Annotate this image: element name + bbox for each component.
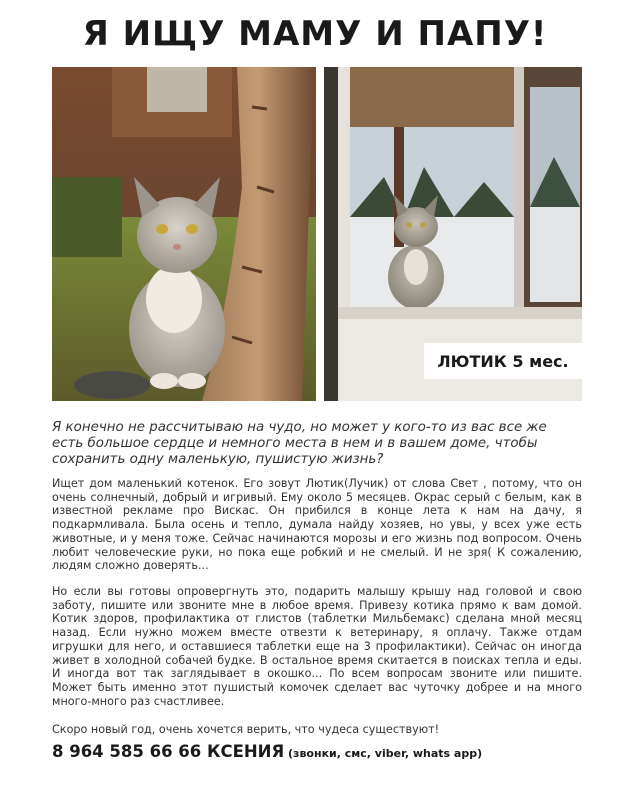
contact-line [52,742,612,761]
kitten-sitting-by-tree-photo-icon [52,67,316,401]
kitten-tree-photo [52,67,316,401]
closing-paragraph: Скоро новый год, очень хочется верить, что чудеса существуют! [52,723,440,736]
intro-text: Я конечно не рассчитываю на чудо, но может у кого-то из вас все же есть большое сердце и немного места в нем и в вашем доме, чтобы сохранить одну маленькую, пушистую жизнь? [52,420,547,467]
contact-note: (звонки, смс, viber, whats app) [284,747,483,760]
description-paragraph-1: Ищет дом маленький котенок. Его зовут Лютик(Лучик) от слова Свет , потому, что он очень солнечный, добрый и игривый. Ему около 5 месяцев. Окрас серый с белым, как в известной рекламе про Вискас. Он прибился в конце лета к нам на дачу, я подкармливала. Была осень и тепло, думала найду хозяев, но увы, у всех уже есть животные, и у меня тоже. Сейчас начинаются морозы и его жизнь под вопросом. Очень любит человеческие руки, но пока еще робкий и не смелый. И не зря( К сожалению, людям сложно доверять... [52,477,582,573]
kitten-name-badge: ЛЮТИК 5 мес. [424,343,582,379]
description-paragraph-2: Но если вы готовы опровергнуть это, подарить малышу крышу над головой и свою заботу, пишите или звоните мне в любое время. Привезу котика прямо к вам домой. Котик здоров, профилактика от глистов (таблетки Мильбемакс) сделана мной месяц назад. Если нужно можем вместе отвезти к ветеринару, я оплачу. Также отдам игрушки для него, и оставшиеся таблетки еще на 3 профилактики). Сейчас он иногда живет в холодной собачей будке. В остальное время скитается в поисках тепла и еды. И иногда вот так заглядывает в окошко... По всем вопросам звоните или пишите. Может быть именно этот пушистый комочек сделает вас чуточку добрее и на много много-много раз счастливее. [52,585,582,708]
contact-phone[interactable]: 8 964 585 66 66 КСЕНИЯ [52,742,285,761]
poster-title: Я ИЩУ МАМУ И ПАПУ! [82,14,548,54]
